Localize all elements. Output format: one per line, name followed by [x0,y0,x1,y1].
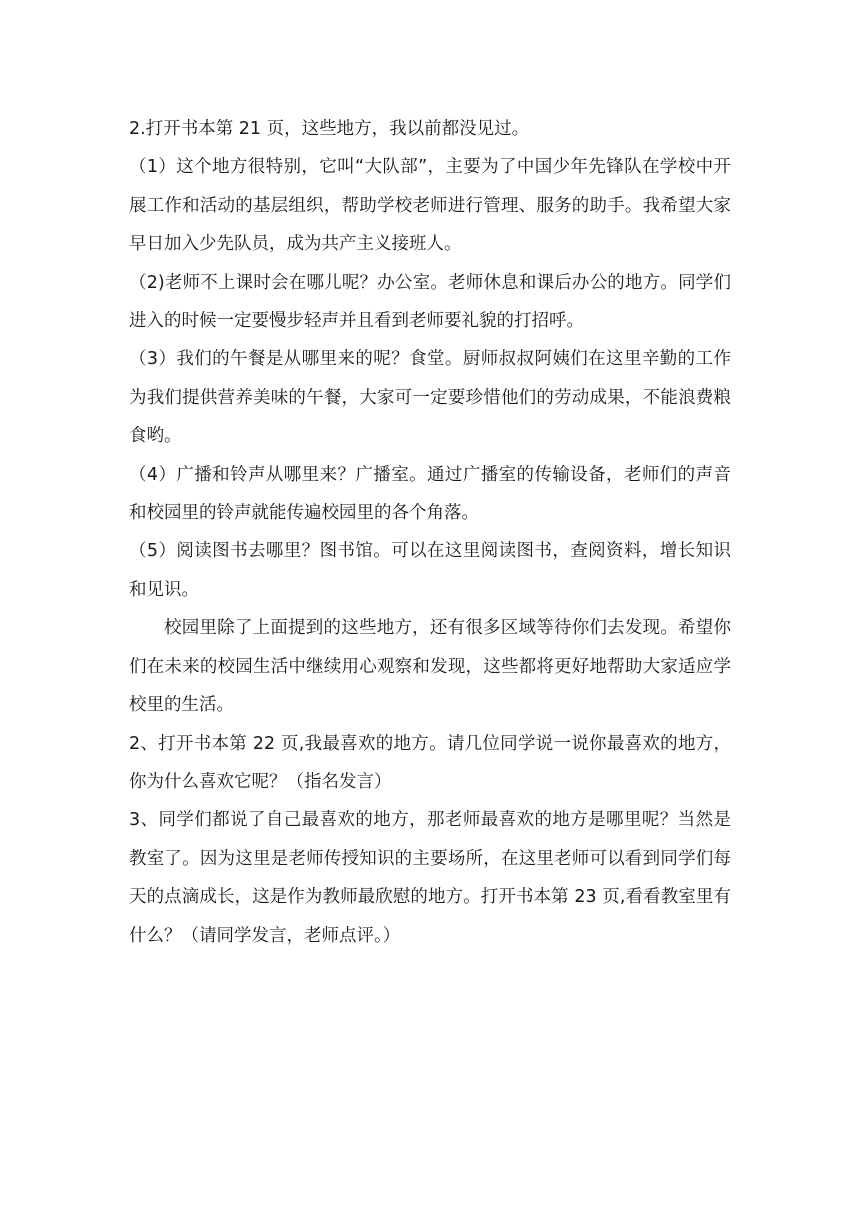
paragraph-favorite-place: 2、打开书本第 22 页,我最喜欢的地方。请几位同学说一说你最喜欢的地方，你为什么喜欢它呢？（指名发言） [129,733,731,792]
paragraph-office: （2)老师不上课时会在哪儿呢？办公室。老师休息和课后办公的地方。同学们进入的时候一定要慢步轻声并且看到老师要礼貌的打招呼。 [129,272,731,332]
document-body [129,110,731,955]
paragraph-da-dui-bu: （1）这个地方很特别，它叫“大队部”，主要为了中国少年先锋队在学校中开展工作和活动的基层组织，帮助学校老师进行管理、服务的助手。我希望大家早日加入少先队员，成为共产主义接班人。 [129,157,731,255]
paragraph-summary: 校园里除了上面提到的这些地方，还有很多区域等待你们去发现。希望你们在未来的校园生活中继续用心观察和发现，这些都将更好地帮助大家适应学校里的生活。 [129,618,731,716]
heading-item-2: 2.打开书本第 21 页，这些地方，我以前都没见过。 [129,119,530,139]
paragraph-canteen: （3）我们的午餐是从哪里来的呢？食堂。厨师叔叔阿姨们在这里辛勤的工作为我们提供营养美味的午餐，大家可一定要珍惜他们的劳动成果，不能浪费粮食哟。 [129,349,731,447]
paragraph-teacher-favorite: 3、同学们都说了自己最喜欢的地方，那老师最喜欢的地方是哪里呢？当然是教室了。因为这里是老师传授知识的主要场所，在这里老师可以看到同学们每天的点滴成长，这是作为教师最欣慰的地方。打开书本第 23 页,看看教室里有什么？（请同学发言，老师点评。） [129,810,731,946]
paragraph-broadcast-room: （4）广播和铃声从哪里来？广播室。通过广播室的传输设备，老师们的声音和校园里的铃声就能传遍校园里的各个角落。 [129,464,731,524]
paragraph-library: （5）阅读图书去哪里？图书馆。可以在这里阅读图书，查阅资料，增长知识和见识。 [129,541,731,600]
